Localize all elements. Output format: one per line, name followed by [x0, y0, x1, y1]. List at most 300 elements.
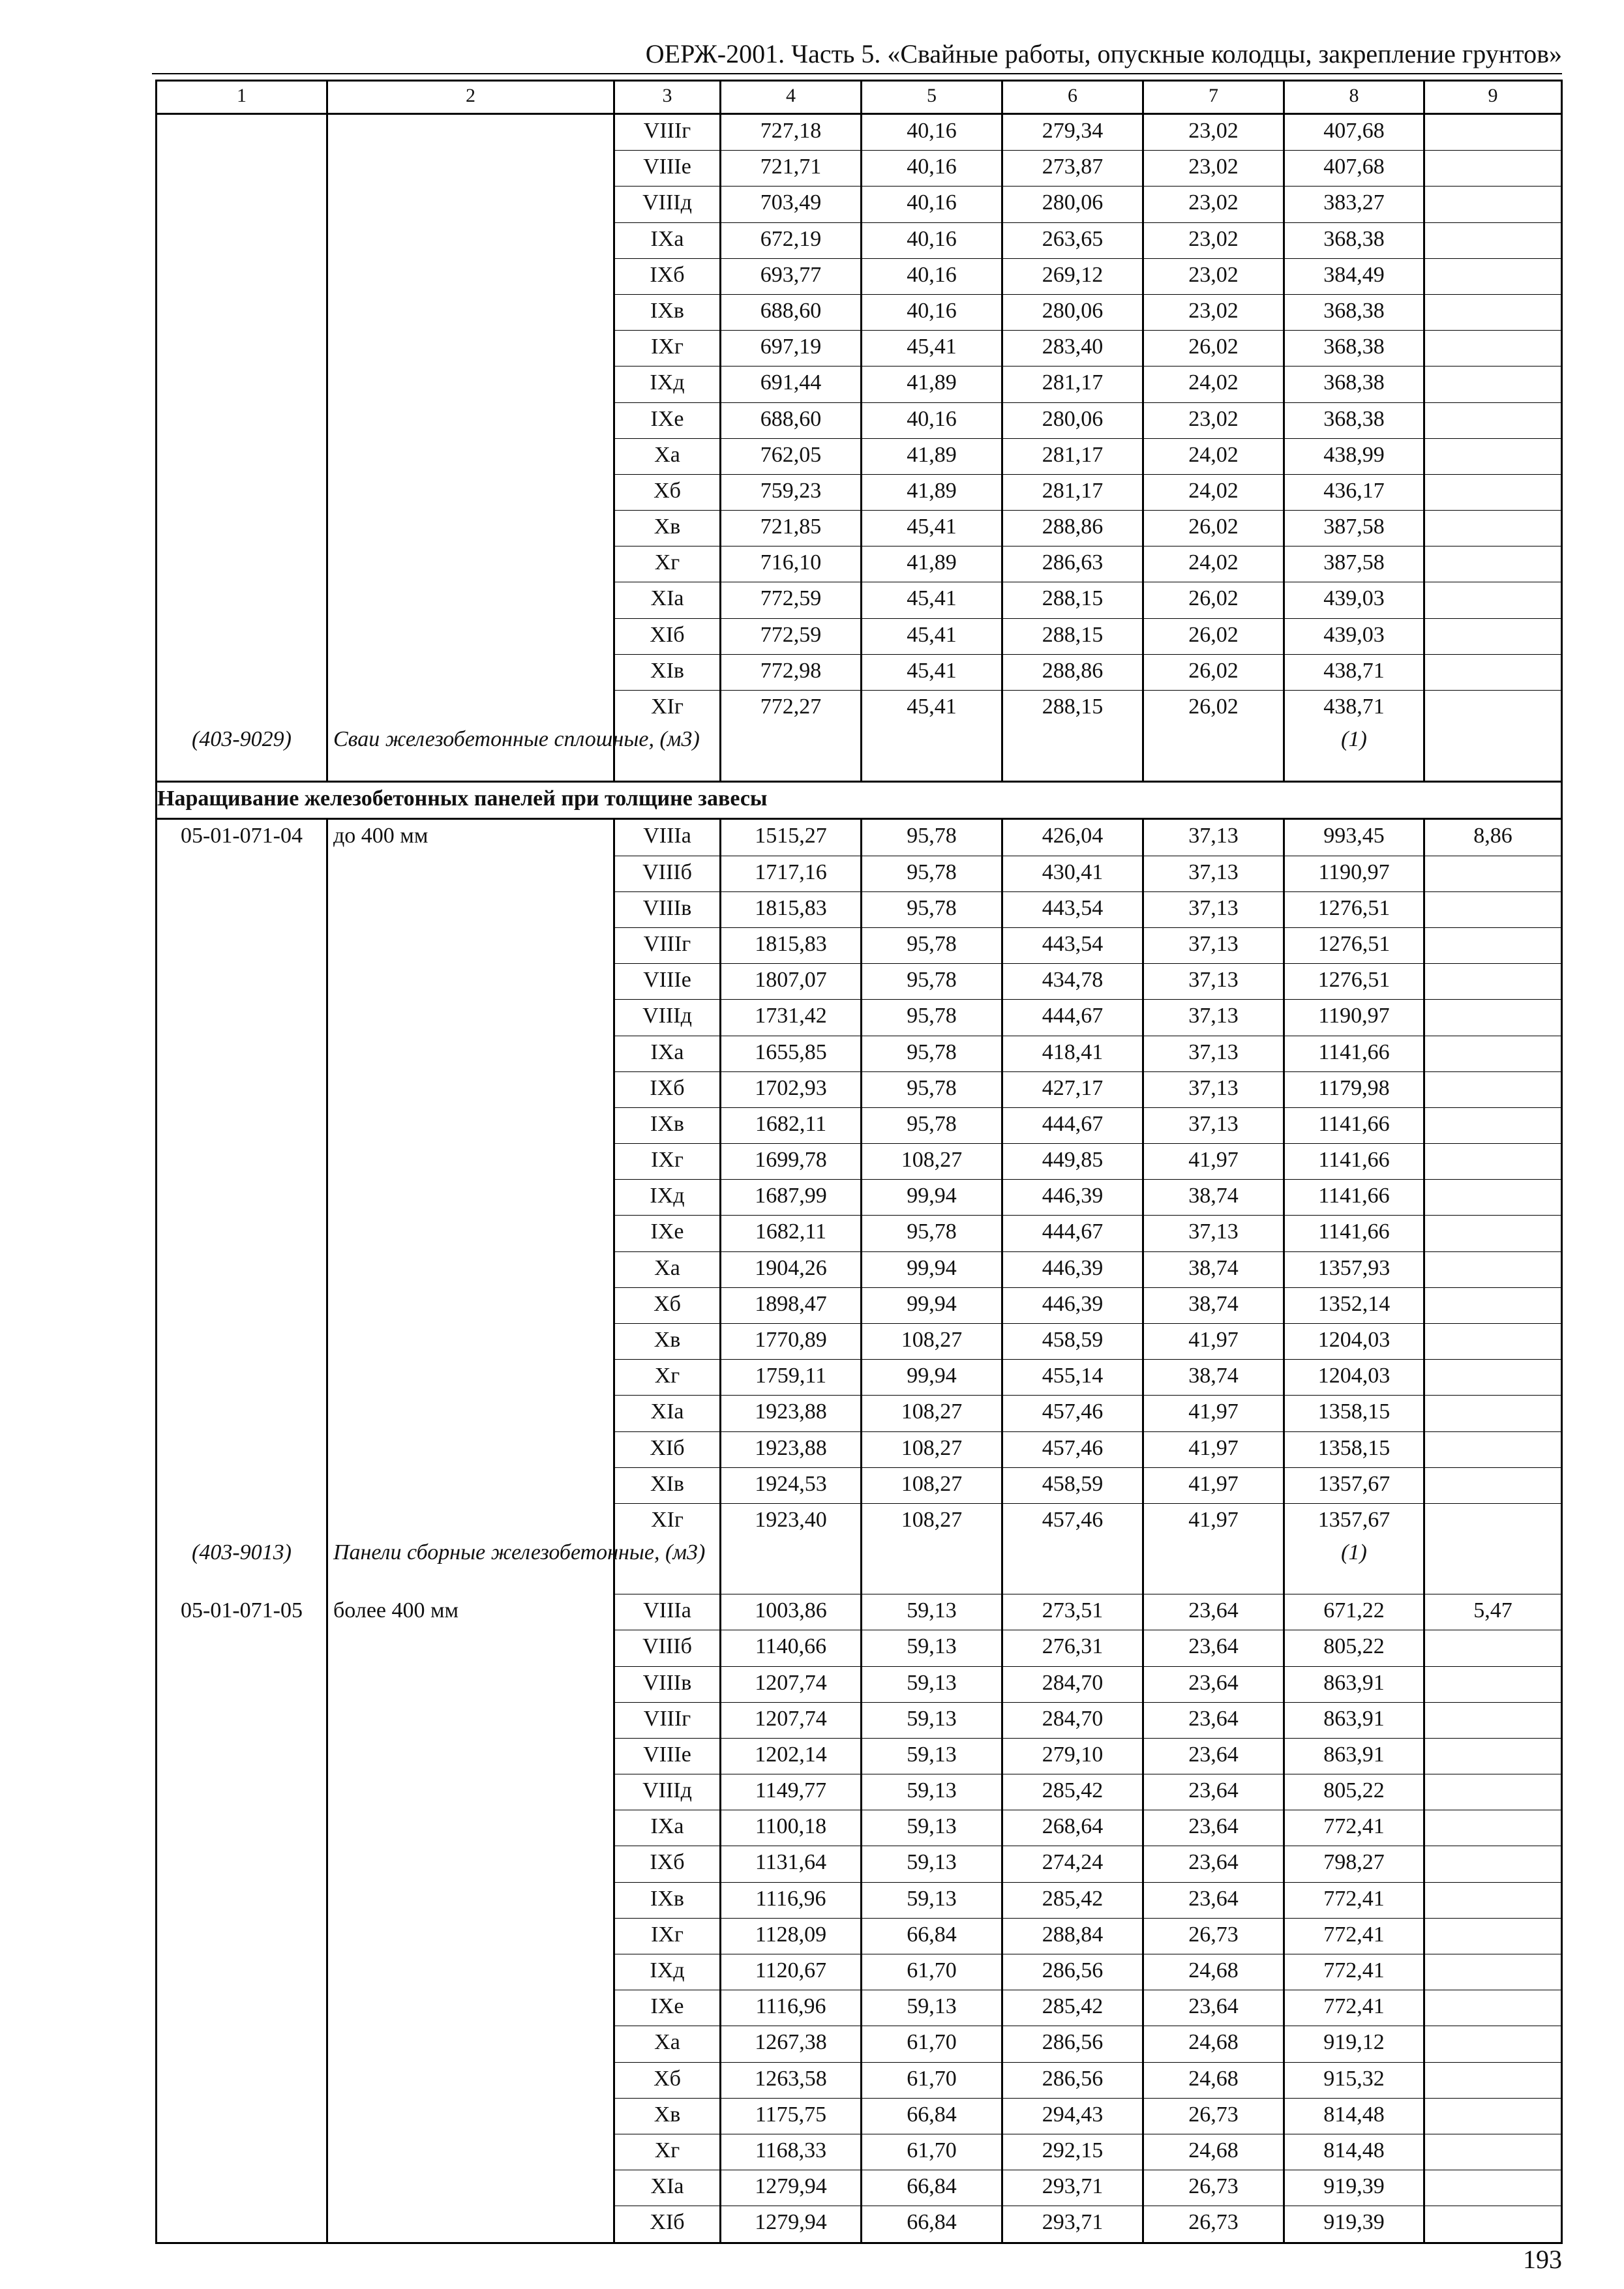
- rate-name-cell: [327, 511, 614, 546]
- rate-code-cell: [157, 2206, 327, 2243]
- region-code: Xг: [614, 1360, 721, 1396]
- rate-name-cell: [327, 1360, 614, 1396]
- value-col5: 61,70: [862, 2134, 1002, 2170]
- value-col6: 286,56: [1002, 2026, 1143, 2062]
- value-col9-cell: [1424, 294, 1562, 330]
- value-col6: 288,86: [1002, 511, 1143, 546]
- rate-name-cell: [327, 222, 614, 258]
- value-col4: 1770,89: [721, 1324, 862, 1360]
- value-col6: 285,42: [1002, 1882, 1143, 1918]
- value-col4: 697,19: [721, 331, 862, 367]
- table-row: [157, 1846, 1562, 1882]
- value-col7: 24,68: [1143, 2062, 1284, 2098]
- value-col5: 61,70: [862, 2062, 1002, 2098]
- table-row: [157, 1774, 1562, 1810]
- rate-name-cell: [327, 474, 614, 510]
- value-col6: 443,54: [1002, 891, 1143, 927]
- region-code: IXг: [614, 331, 721, 367]
- value-col4: 1175,75: [721, 2098, 862, 2134]
- value-col6: 280,06: [1002, 187, 1143, 222]
- value-col4: 1279,94: [721, 2170, 862, 2206]
- value-col6: 281,17: [1002, 474, 1143, 510]
- value-col8: 384,49: [1284, 258, 1424, 294]
- value-col5: 40,16: [862, 402, 1002, 438]
- value-col8: 438,99: [1284, 438, 1424, 474]
- value-col4: 772,98: [721, 654, 862, 690]
- region-code: XIа: [614, 2170, 721, 2206]
- table-row: [157, 1738, 1562, 1774]
- rate-name-cell: [327, 1107, 614, 1143]
- region-code: Xв: [614, 511, 721, 546]
- value-col8: 436,17: [1284, 474, 1424, 510]
- region-code: VIIIе: [614, 151, 721, 187]
- rate-code-cell: [157, 1990, 327, 2026]
- value-col9-cell: [1424, 2098, 1562, 2134]
- value-col7: 23,02: [1143, 258, 1284, 294]
- value-col8: 1190,97: [1284, 856, 1424, 891]
- table-row: [157, 1431, 1562, 1467]
- column-number: 9: [1424, 81, 1562, 114]
- value-col5: 108,27: [862, 1396, 1002, 1431]
- value-col5: 45,41: [862, 654, 1002, 690]
- value-col9-cell: [1424, 1990, 1562, 2026]
- region-code: Xа: [614, 1251, 721, 1287]
- rate-name-cell: [327, 927, 614, 963]
- value-col7: 23,64: [1143, 1738, 1284, 1774]
- value-col4: 672,19: [721, 222, 862, 258]
- value-col5: 108,27: [862, 1503, 1002, 1539]
- rate-code-cell: [157, 1503, 327, 1539]
- empty-cell: [862, 726, 1002, 782]
- value-col9-cell: [1424, 2170, 1562, 2206]
- value-col8: 1141,66: [1284, 1180, 1424, 1216]
- table-row: [157, 1594, 1562, 1630]
- region-code: IXг: [614, 1144, 721, 1180]
- rate-name-cell: [327, 1630, 614, 1666]
- rate-code-cell: [157, 1216, 327, 1251]
- value-col7: 24,02: [1143, 474, 1284, 510]
- region-code: VIIIг: [614, 927, 721, 963]
- value-col4: 693,77: [721, 258, 862, 294]
- value-col8: 798,27: [1284, 1846, 1424, 1882]
- value-col5: 95,78: [862, 964, 1002, 1000]
- table-row: [157, 1666, 1562, 1702]
- region-code: XIб: [614, 618, 721, 654]
- value-col8: 368,38: [1284, 331, 1424, 367]
- table-row: [157, 1287, 1562, 1323]
- value-col5: 40,16: [862, 187, 1002, 222]
- region-code: VIIIд: [614, 1000, 721, 1036]
- rate-code-cell: [157, 2170, 327, 2206]
- value-col8: 671,22: [1284, 1594, 1424, 1630]
- rate-name-cell: [327, 438, 614, 474]
- value-col6: 286,56: [1002, 2062, 1143, 2098]
- rate-code-cell: [157, 546, 327, 582]
- table-row: [157, 1990, 1562, 2026]
- rate-name: до 400 мм: [327, 819, 614, 856]
- empty-cell: [1002, 1539, 1143, 1594]
- value-col6: 446,39: [1002, 1287, 1143, 1323]
- value-col9-cell: [1424, 618, 1562, 654]
- rate-code-cell: [157, 1360, 327, 1396]
- value-col9-cell: [1424, 1287, 1562, 1323]
- value-col6: 457,46: [1002, 1396, 1143, 1431]
- value-col6: 276,31: [1002, 1630, 1143, 1666]
- value-col6: 457,46: [1002, 1431, 1143, 1467]
- rate-code-cell: [157, 1396, 327, 1431]
- value-col5: 95,78: [862, 1036, 1002, 1071]
- value-col5: 108,27: [862, 1324, 1002, 1360]
- rate-name-cell: [327, 691, 614, 726]
- value-col9-cell: [1424, 691, 1562, 726]
- value-col4: 1149,77: [721, 1774, 862, 1810]
- region-code: Xа: [614, 438, 721, 474]
- value-col6: 285,42: [1002, 1774, 1143, 1810]
- value-col5: 59,13: [862, 1810, 1002, 1846]
- rate-name-cell: [327, 1071, 614, 1107]
- resource-name: Панели сборные железобетонные, (м3): [327, 1539, 614, 1594]
- value-col6: 288,84: [1002, 1918, 1143, 1954]
- table-row: [157, 582, 1562, 618]
- value-col6: 279,34: [1002, 114, 1143, 151]
- value-col7: 24,68: [1143, 2134, 1284, 2170]
- region-code: VIIIд: [614, 187, 721, 222]
- value-col9-cell: [1424, 1360, 1562, 1396]
- value-col9-cell: [1424, 1144, 1562, 1180]
- value-col9-cell: [1424, 2062, 1562, 2098]
- table-row: [157, 2062, 1562, 2098]
- rate-code-cell: [157, 1810, 327, 1846]
- rate-name-cell: [327, 618, 614, 654]
- value-col5: 59,13: [862, 1990, 1002, 2026]
- rate-code-cell: [157, 1738, 327, 1774]
- value-col5: 61,70: [862, 2026, 1002, 2062]
- value-col4: 1120,67: [721, 1954, 862, 1990]
- section-heading-row: [157, 782, 1562, 819]
- region-code: VIIIб: [614, 1630, 721, 1666]
- value-col8: 1276,51: [1284, 964, 1424, 1000]
- value-col5: 108,27: [862, 1431, 1002, 1467]
- value-col8: 805,22: [1284, 1774, 1424, 1810]
- value-col7: 24,02: [1143, 367, 1284, 402]
- rate-code-cell: [157, 1918, 327, 1954]
- table-row: [157, 927, 1562, 963]
- rate-name-cell: [327, 1774, 614, 1810]
- table-row: [157, 1180, 1562, 1216]
- rate-code-cell: [157, 1036, 327, 1071]
- value-col8: 863,91: [1284, 1702, 1424, 1738]
- value-col6: 285,42: [1002, 1990, 1143, 2026]
- region-code: VIIIв: [614, 891, 721, 927]
- column-number: 5: [862, 81, 1002, 114]
- value-col5: 59,13: [862, 1738, 1002, 1774]
- value-col5: 45,41: [862, 691, 1002, 726]
- value-col7: 23,64: [1143, 1810, 1284, 1846]
- value-col9-cell: [1424, 1846, 1562, 1882]
- region-code: IXб: [614, 258, 721, 294]
- value-col6: 269,12: [1002, 258, 1143, 294]
- rate-name-cell: [327, 856, 614, 891]
- value-col9-cell: [1424, 2134, 1562, 2170]
- value-col6: 288,86: [1002, 654, 1143, 690]
- value-col7: 41,97: [1143, 1503, 1284, 1539]
- region-code: VIIIд: [614, 1774, 721, 1810]
- value-col7: 37,13: [1143, 1000, 1284, 1036]
- value-col8: 1204,03: [1284, 1360, 1424, 1396]
- value-col8: 368,38: [1284, 222, 1424, 258]
- value-col4: 1202,14: [721, 1738, 862, 1774]
- value-col9-cell: [1424, 2026, 1562, 2062]
- value-col7: 23,02: [1143, 114, 1284, 151]
- rate-code-cell: [157, 1251, 327, 1287]
- empty-cell: [862, 1539, 1002, 1594]
- value-col8: 1276,51: [1284, 927, 1424, 963]
- value-col5: 45,41: [862, 618, 1002, 654]
- value-col5: 66,84: [862, 2206, 1002, 2243]
- value-col9-cell: [1424, 258, 1562, 294]
- table-row: [157, 2170, 1562, 2206]
- value-col8: 438,71: [1284, 691, 1424, 726]
- value-col9: 8,86: [1424, 819, 1562, 856]
- value-col9-cell: [1424, 367, 1562, 402]
- empty-cell: [1424, 726, 1562, 782]
- region-code: VIIIв: [614, 1666, 721, 1702]
- value-col9-cell: [1424, 402, 1562, 438]
- value-col7: 26,73: [1143, 1918, 1284, 1954]
- table-row: [157, 1251, 1562, 1287]
- value-col8: 1141,66: [1284, 1036, 1424, 1071]
- value-col8: 772,41: [1284, 1990, 1424, 2026]
- table-row: [157, 1036, 1562, 1071]
- region-code: VIIIе: [614, 1738, 721, 1774]
- value-col9-cell: [1424, 1431, 1562, 1467]
- value-col9-cell: [1424, 474, 1562, 510]
- table-row: [157, 691, 1562, 726]
- region-code: IXв: [614, 294, 721, 330]
- rate-code-cell: [157, 1467, 327, 1503]
- value-col4: 1682,11: [721, 1216, 862, 1251]
- region-code: Xг: [614, 546, 721, 582]
- value-col4: 1923,40: [721, 1503, 862, 1539]
- rate-name-cell: [327, 582, 614, 618]
- value-col6: 286,63: [1002, 546, 1143, 582]
- value-col4: 1923,88: [721, 1431, 862, 1467]
- rate-name-cell: [327, 1396, 614, 1431]
- value-col8: 1357,93: [1284, 1251, 1424, 1287]
- value-col9-cell: [1424, 151, 1562, 187]
- table-row: [157, 2206, 1562, 2243]
- page-header-title: ОЕРЖ-2001. Часть 5. «Свайные работы, опускные колодцы, закрепление грунтов»: [645, 39, 1562, 68]
- value-col4: 691,44: [721, 367, 862, 402]
- value-col9-cell: [1424, 546, 1562, 582]
- region-code: IXб: [614, 1071, 721, 1107]
- value-col9-cell: [1424, 2206, 1562, 2243]
- value-col4: 721,85: [721, 511, 862, 546]
- value-col7: 26,02: [1143, 331, 1284, 367]
- value-col4: 1116,96: [721, 1990, 862, 2026]
- value-col4: 1898,47: [721, 1287, 862, 1323]
- region-code: IXб: [614, 1846, 721, 1882]
- value-col9: [1424, 114, 1562, 151]
- rate-code-cell: [157, 1180, 327, 1216]
- rate-code-cell: [157, 222, 327, 258]
- value-col6: 449,85: [1002, 1144, 1143, 1180]
- value-col7: 37,13: [1143, 1107, 1284, 1143]
- value-col9-cell: [1424, 1810, 1562, 1846]
- value-col6: 434,78: [1002, 964, 1143, 1000]
- value-col7: 26,02: [1143, 582, 1284, 618]
- region-code: XIг: [614, 691, 721, 726]
- table-row: [157, 1503, 1562, 1539]
- value-col7: 26,73: [1143, 2098, 1284, 2134]
- region-code: Xб: [614, 474, 721, 510]
- table-row: [157, 402, 1562, 438]
- table-row: [157, 1918, 1562, 1954]
- region-code: VIIIг: [614, 1702, 721, 1738]
- region-code: IXв: [614, 1882, 721, 1918]
- value-col6: 274,24: [1002, 1846, 1143, 1882]
- value-col9-cell: [1424, 187, 1562, 222]
- rate-name-cell: [327, 546, 614, 582]
- value-col4: 762,05: [721, 438, 862, 474]
- value-col6: 273,87: [1002, 151, 1143, 187]
- value-col9-cell: [1424, 1071, 1562, 1107]
- table-row: [157, 2134, 1562, 2170]
- rate-name-cell: [327, 402, 614, 438]
- value-col5: 40,16: [862, 258, 1002, 294]
- rate-code: 05-01-071-05: [157, 1594, 327, 1630]
- value-col4: 727,18: [721, 114, 862, 151]
- value-col6: 279,10: [1002, 1738, 1143, 1774]
- value-col9-cell: [1424, 1954, 1562, 1990]
- column-number: 6: [1002, 81, 1143, 114]
- value-col8: 368,38: [1284, 294, 1424, 330]
- value-col4: 1717,16: [721, 856, 862, 891]
- value-col7: 26,02: [1143, 511, 1284, 546]
- table-row: [157, 1702, 1562, 1738]
- value-col4: 1815,83: [721, 927, 862, 963]
- rate-name-cell: [327, 1954, 614, 1990]
- value-col9-cell: [1424, 511, 1562, 546]
- value-col6: 430,41: [1002, 856, 1143, 891]
- value-col8: 1276,51: [1284, 891, 1424, 927]
- resource-qty: (1): [1284, 1539, 1424, 1594]
- region-code: XIб: [614, 1431, 721, 1467]
- rate-name-cell: [327, 2098, 614, 2134]
- value-col5: 59,13: [862, 1774, 1002, 1810]
- region-code: IXе: [614, 1216, 721, 1251]
- value-col5: 95,78: [862, 819, 1002, 856]
- table-row: [157, 1630, 1562, 1666]
- value-col7: 23,02: [1143, 222, 1284, 258]
- value-col7: 23,64: [1143, 1990, 1284, 2026]
- value-col4: 772,59: [721, 582, 862, 618]
- rate-name: более 400 мм: [327, 1594, 614, 1630]
- column-number-row: [157, 81, 1562, 114]
- value-col4: 1923,88: [721, 1396, 862, 1431]
- value-col8: 1358,15: [1284, 1396, 1424, 1431]
- value-col7: 24,68: [1143, 1954, 1284, 1990]
- rate-name-cell: [327, 2026, 614, 2062]
- table-row: [157, 438, 1562, 474]
- rate-code-cell: [157, 2062, 327, 2098]
- value-col7: 23,64: [1143, 1594, 1284, 1630]
- value-col6: 294,43: [1002, 2098, 1143, 2134]
- column-number: 1: [157, 81, 327, 114]
- value-col6: 446,39: [1002, 1180, 1143, 1216]
- region-code: VIIIе: [614, 964, 721, 1000]
- value-col6: 444,67: [1002, 1000, 1143, 1036]
- value-col7: 23,02: [1143, 151, 1284, 187]
- table-row: [157, 1467, 1562, 1503]
- region-code: IXд: [614, 367, 721, 402]
- rate-code-cell: [157, 511, 327, 546]
- value-col6: 280,06: [1002, 294, 1143, 330]
- value-col4: 1702,93: [721, 1071, 862, 1107]
- value-col6: 443,54: [1002, 927, 1143, 963]
- rate-code-cell: [157, 1431, 327, 1467]
- rate-code-cell: [157, 1000, 327, 1036]
- value-col6: 455,14: [1002, 1360, 1143, 1396]
- resource-qty: (1): [1284, 726, 1424, 782]
- rate-code-cell: [157, 856, 327, 891]
- value-col9-cell: [1424, 1324, 1562, 1360]
- resource-name: Сваи железобетонные сплошные, (м3): [327, 726, 614, 782]
- value-col5: 99,94: [862, 1251, 1002, 1287]
- value-col4: 1116,96: [721, 1882, 862, 1918]
- rate-name-cell: [327, 2134, 614, 2170]
- table-row: [157, 1000, 1562, 1036]
- rate-name-cell: [327, 2062, 614, 2098]
- value-col5: 66,84: [862, 2098, 1002, 2134]
- value-col4: 1687,99: [721, 1180, 862, 1216]
- rate-name-cell: [327, 151, 614, 187]
- value-col4: 1904,26: [721, 1251, 862, 1287]
- region-code: Xа: [614, 2026, 721, 2062]
- value-col4: 1207,74: [721, 1666, 862, 1702]
- value-col9-cell: [1424, 1216, 1562, 1251]
- rate-code-cell: [157, 438, 327, 474]
- rate-code-cell: [157, 2134, 327, 2170]
- value-col6: 292,15: [1002, 2134, 1143, 2170]
- region-code: IXд: [614, 1954, 721, 1990]
- value-col4: 1168,33: [721, 2134, 862, 2170]
- value-col4: 1655,85: [721, 1036, 862, 1071]
- table-row: [157, 511, 1562, 546]
- rate-code: [157, 114, 327, 151]
- value-col9-cell: [1424, 1467, 1562, 1503]
- value-col8: 863,91: [1284, 1738, 1424, 1774]
- value-col8: 1358,15: [1284, 1431, 1424, 1467]
- table-row: [157, 546, 1562, 582]
- rate-name-cell: [327, 1738, 614, 1774]
- resource-code: (403-9013): [157, 1539, 327, 1594]
- rate-name-cell: [327, 1144, 614, 1180]
- value-col9-cell: [1424, 331, 1562, 367]
- region-code: IXв: [614, 1107, 721, 1143]
- rate-code-cell: [157, 1324, 327, 1360]
- value-col6: 288,15: [1002, 582, 1143, 618]
- value-col6: 286,56: [1002, 1954, 1143, 1990]
- value-col7: 23,64: [1143, 1666, 1284, 1702]
- value-col4: 688,60: [721, 402, 862, 438]
- column-number: 4: [721, 81, 862, 114]
- value-col6: 458,59: [1002, 1467, 1143, 1503]
- value-col4: 1140,66: [721, 1630, 862, 1666]
- value-col7: 37,13: [1143, 1071, 1284, 1107]
- value-col9-cell: [1424, 1000, 1562, 1036]
- value-col7: 38,74: [1143, 1287, 1284, 1323]
